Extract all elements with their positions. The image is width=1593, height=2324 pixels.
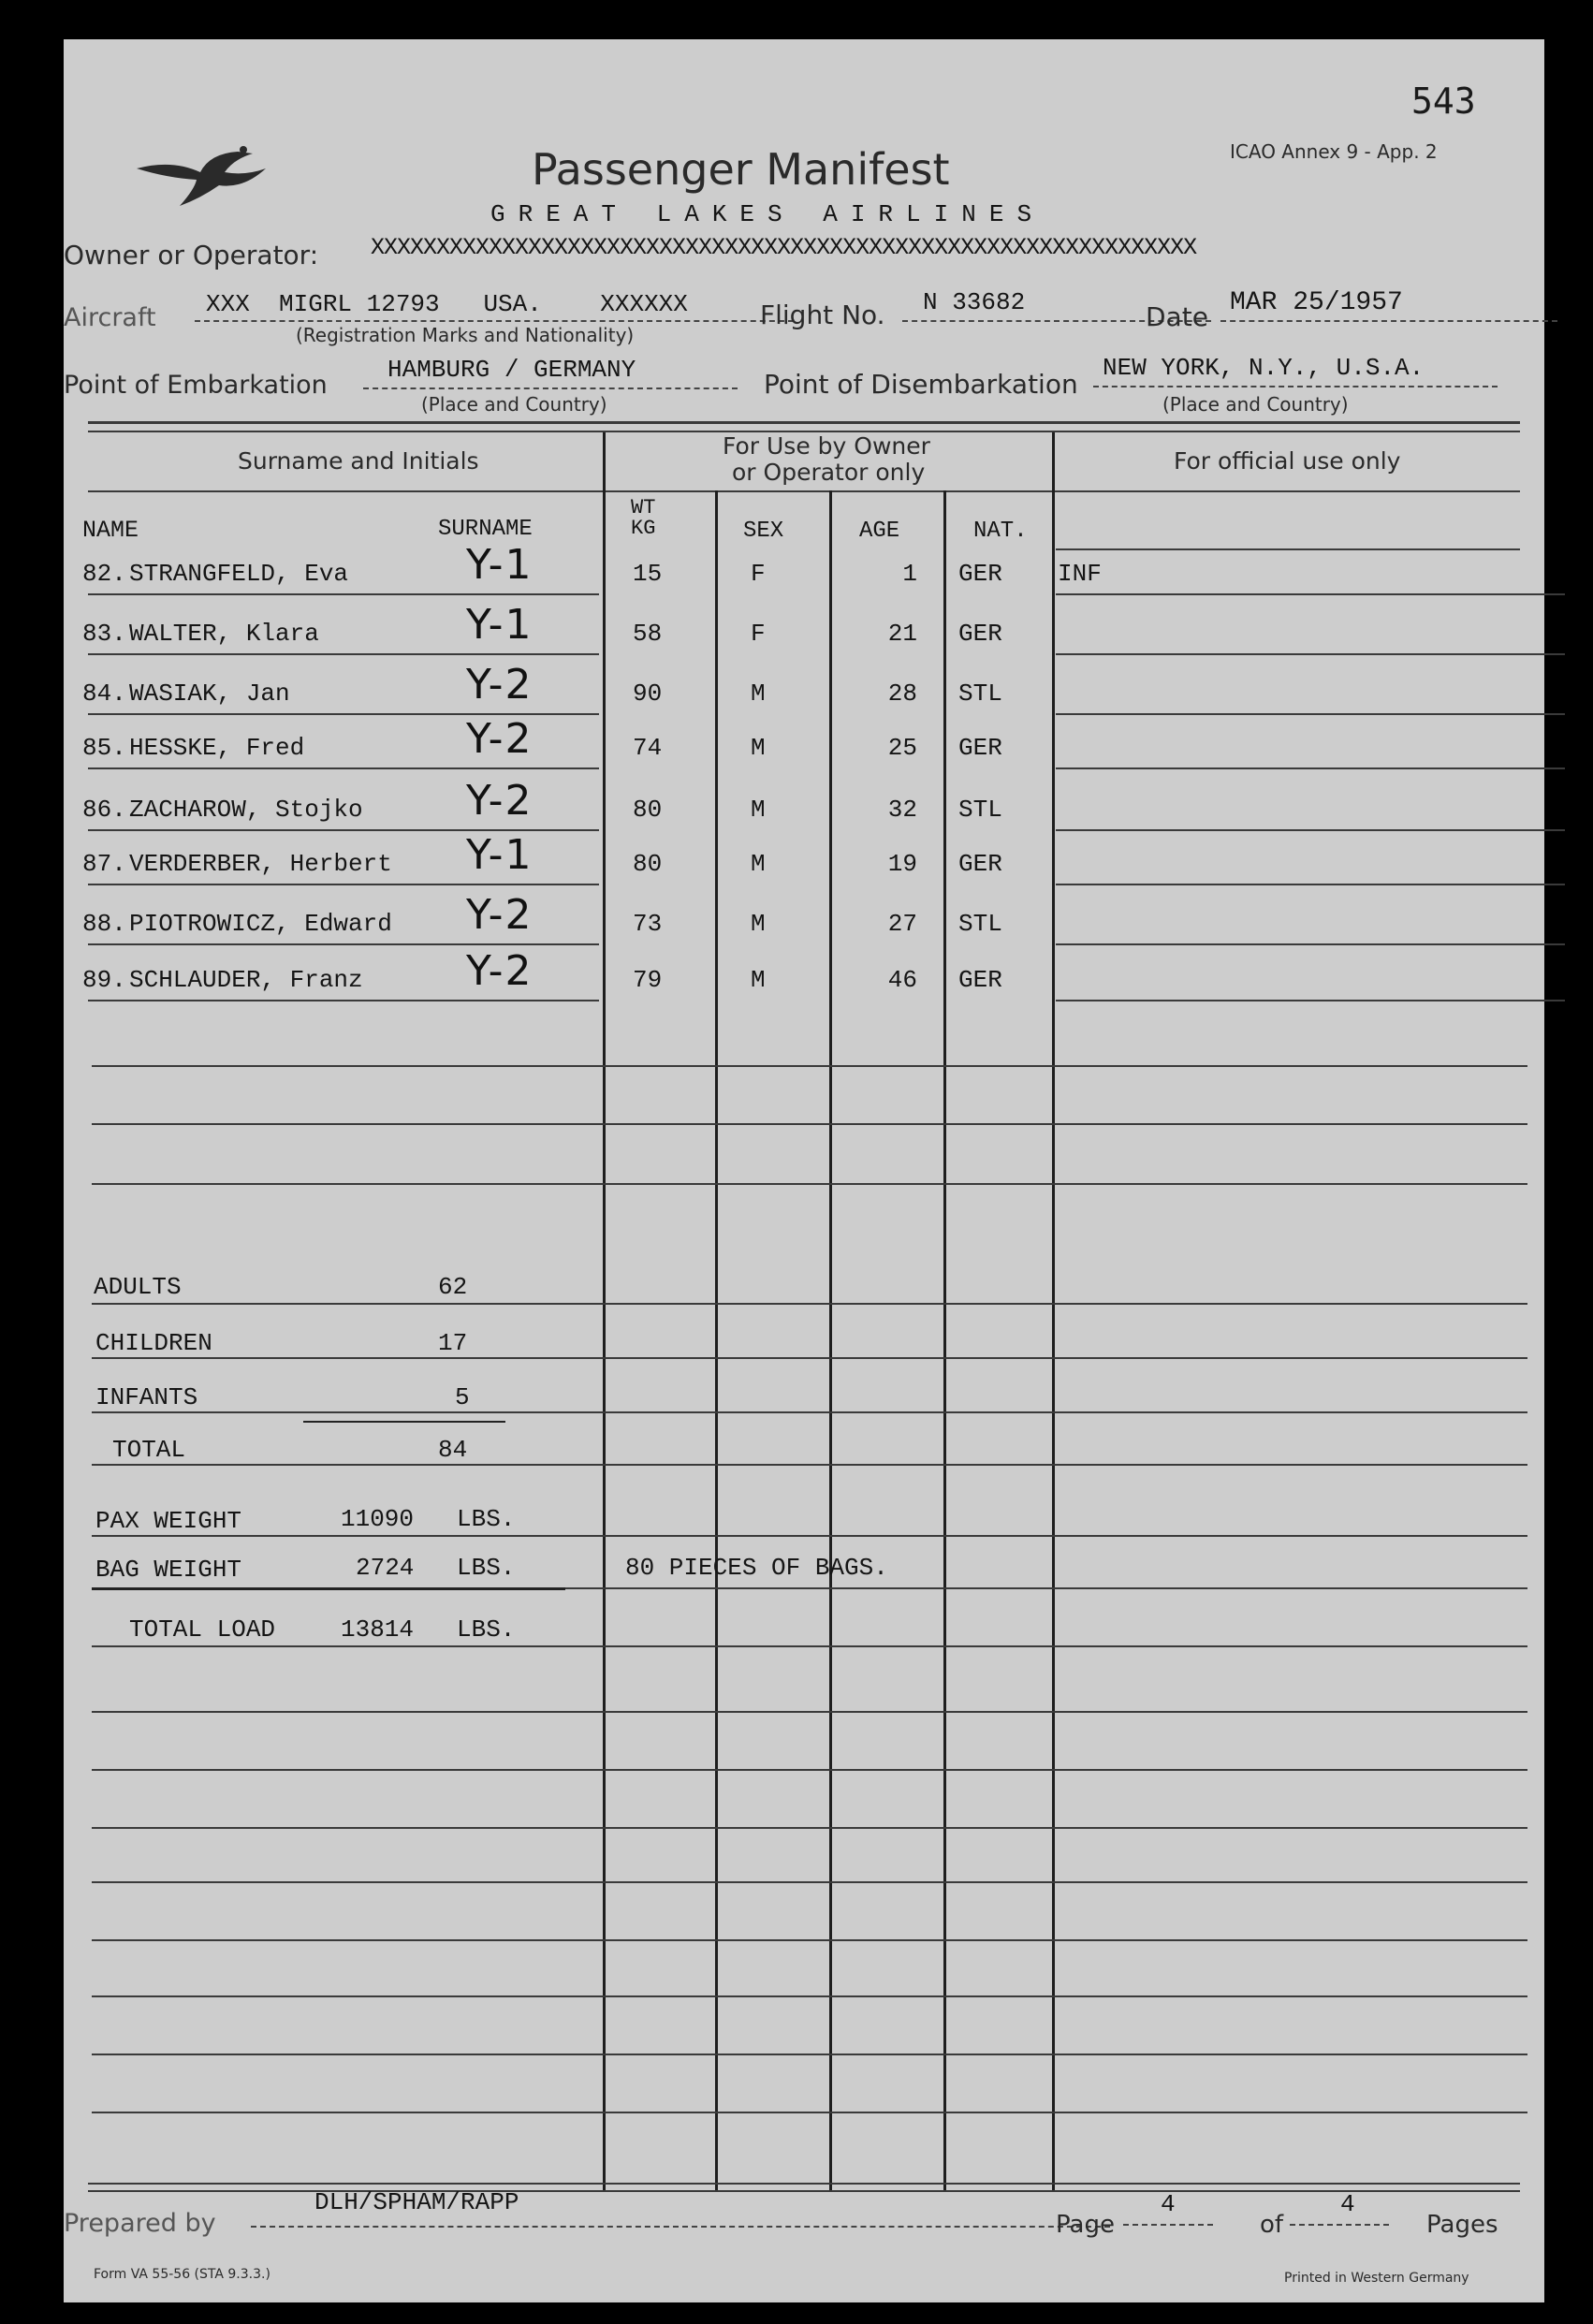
of-value: 4: [1340, 2190, 1355, 2218]
age: 46: [887, 966, 917, 994]
row-number: 82.: [82, 560, 126, 588]
class-mark: Y-2: [466, 891, 533, 939]
weight-kg: 90: [633, 680, 663, 708]
embarkation-label: Point of Embarkation: [64, 371, 328, 400]
of-label: of: [1260, 2211, 1284, 2239]
owner-use-header-line1: For Use by Owner: [723, 432, 930, 460]
sex: M: [751, 910, 766, 938]
pages-label: Pages: [1426, 2211, 1498, 2239]
nationality: GER: [958, 620, 1002, 648]
infants-label: INFANTS: [95, 1383, 198, 1411]
passenger-name: HESSKE, Fred: [129, 734, 305, 762]
age: 1: [902, 560, 917, 588]
class-mark: Y-2: [466, 777, 533, 825]
sex: F: [751, 560, 766, 588]
weight-kg: 15: [633, 560, 663, 588]
bag-weight-value: 2724: [356, 1554, 415, 1582]
page-value: 4: [1161, 2190, 1176, 2218]
icao-reference: ICAO Annex 9 - App. 2: [1230, 140, 1438, 163]
official-use-header: For official use only: [1174, 447, 1401, 475]
name-column-header: NAME: [82, 517, 139, 544]
crane-logo-icon: [135, 140, 275, 208]
surname-initials-header: Surname and Initials: [238, 447, 479, 475]
nationality: STL: [958, 796, 1002, 824]
weight-kg: 80: [633, 796, 663, 824]
weight-kg: 58: [633, 620, 663, 648]
row-number: 85.: [82, 734, 126, 762]
passenger-name: WASIAK, Jan: [129, 680, 290, 708]
sex: M: [751, 850, 766, 878]
weight-kg: 79: [633, 966, 663, 994]
flight-value: N 33682: [923, 288, 1026, 316]
total-load-value: 13814: [341, 1615, 415, 1644]
infants-count: 5: [455, 1383, 470, 1411]
class-mark: Y-2: [466, 661, 533, 709]
aircraft-label: Aircraft: [64, 303, 156, 332]
age: 32: [887, 796, 917, 824]
pax-weight-value: 11090: [341, 1505, 415, 1533]
children-count: 17: [438, 1329, 468, 1357]
total-load-label: TOTAL LOAD: [129, 1615, 276, 1644]
children-label: CHILDREN: [95, 1329, 212, 1357]
disembarkation-caption: (Place and Country): [1162, 393, 1349, 416]
passenger-name: ZACHAROW, Stojko: [129, 796, 363, 824]
bag-weight-label: BAG WEIGHT: [95, 1556, 242, 1584]
weight-kg: 73: [633, 910, 663, 938]
row-number: 86.: [82, 796, 126, 824]
official-note: INF: [1058, 560, 1102, 588]
date-value: MAR 25/1957: [1230, 288, 1403, 317]
class-mark: Y-2: [466, 947, 533, 995]
form-number: Form VA 55-56 (STA 9.3.3.): [94, 2267, 270, 2282]
weight-kg: 74: [633, 734, 663, 762]
nationality: GER: [958, 560, 1002, 588]
printed-in: Printed in Western Germany: [1284, 2271, 1469, 2286]
owner-use-header-line2: or Operator only: [732, 459, 926, 486]
nationality: STL: [958, 680, 1002, 708]
sex: M: [751, 796, 766, 824]
passenger-name: PIOTROWICZ, Edward: [129, 910, 392, 938]
aircraft-caption: (Registration Marks and Nationality): [296, 324, 635, 346]
manifest-sheet: [64, 39, 1544, 2302]
page-label: Page: [1056, 2211, 1115, 2239]
age-column-header: AGE: [859, 519, 900, 544]
airline-name: GREAT LAKES AIRLINES: [490, 200, 1045, 228]
surname-column-header: SURNAME: [438, 517, 533, 542]
nationality: GER: [958, 850, 1002, 878]
row-number: 88.: [82, 910, 126, 938]
age: 19: [887, 850, 917, 878]
embarkation-value: HAMBURG / GERMANY: [387, 356, 636, 384]
pax-weight-label: PAX WEIGHT: [95, 1507, 242, 1535]
age: 27: [887, 910, 917, 938]
class-mark: Y-2: [466, 715, 533, 763]
passenger-name: WALTER, Klara: [129, 620, 319, 648]
nationality: GER: [958, 966, 1002, 994]
age: 21: [887, 620, 917, 648]
pax-weight-unit: LBS.: [457, 1505, 516, 1533]
class-mark: Y-1: [466, 541, 533, 589]
disembarkation-value: NEW YORK, N.Y., U.S.A.: [1103, 354, 1425, 382]
total-label: TOTAL: [112, 1436, 186, 1464]
sex: M: [751, 680, 766, 708]
kg-column-header: KG: [631, 517, 656, 540]
passenger-name: VERDERBER, Herbert: [129, 850, 392, 878]
owner-label: Owner or Operator:: [64, 240, 319, 270]
owner-value: XXXXXXXXXXXXXXXXXXXXXXXXXXXXXXXXXXXXXXXXXXXXXXXXXXXXXXXXXXXXXXX: [371, 234, 1197, 261]
nationality: STL: [958, 910, 1002, 938]
total-count: 84: [438, 1436, 468, 1464]
embarkation-caption: (Place and Country): [421, 393, 607, 416]
form-title: Passenger Manifest: [532, 144, 950, 195]
total-load-unit: LBS.: [457, 1615, 516, 1644]
disembarkation-label: Point of Disembarkation: [764, 369, 1078, 400]
adults-count: 62: [438, 1273, 468, 1301]
adults-label: ADULTS: [94, 1273, 182, 1301]
bag-weight-unit: LBS.: [457, 1554, 516, 1582]
sex: M: [751, 734, 766, 762]
prepared-by-label: Prepared by: [64, 2209, 216, 2238]
sex-column-header: SEX: [743, 519, 784, 544]
weight-kg: 80: [633, 850, 663, 878]
flight-label: Flight No.: [760, 300, 885, 330]
prepared-by-value: DLH/SPHAM/RAPP: [314, 2188, 519, 2216]
row-number: 83.: [82, 620, 126, 648]
class-mark: Y-1: [466, 601, 533, 649]
row-number: 84.: [82, 680, 126, 708]
page-number: 543: [1411, 80, 1476, 122]
nat-column-header: NAT.: [973, 519, 1028, 544]
class-mark: Y-1: [466, 831, 533, 879]
age: 28: [887, 680, 917, 708]
wt-column-header: WT: [631, 496, 656, 519]
date-label: Date: [1146, 301, 1208, 332]
sex: M: [751, 966, 766, 994]
age: 25: [887, 734, 917, 762]
pieces-of-bags: 80 PIECES OF BAGS.: [625, 1554, 888, 1582]
row-number: 89.: [82, 966, 126, 994]
nationality: GER: [958, 734, 1002, 762]
passenger-name: SCHLAUDER, Franz: [129, 966, 363, 994]
row-number: 87.: [82, 850, 126, 878]
aircraft-value: XXX MIGRL 12793 USA. XXXXXX: [206, 290, 688, 318]
passenger-name: STRANGFELD, Eva: [129, 560, 349, 588]
sex: F: [751, 620, 766, 648]
